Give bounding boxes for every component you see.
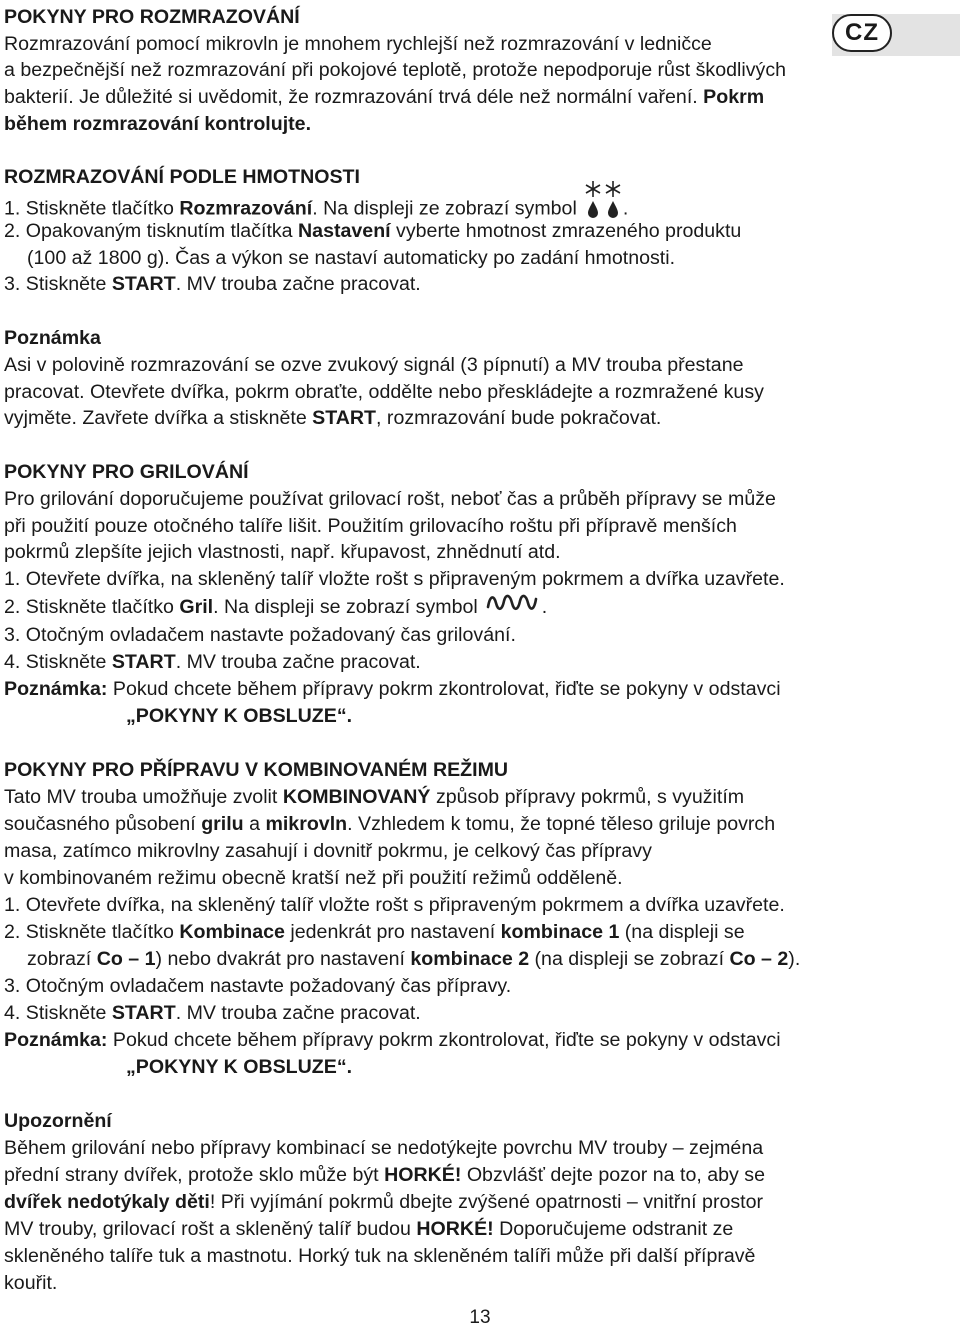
grill-step-3: 3. Otočným ovladačem nastavte požadovaný čas grilování. [4,624,516,646]
grill-step-4: 4. Stiskněte START. MV trouba začne pracovat. [4,651,421,673]
grill-step-1: 1. Otevřete dvířka, na skleněný talíř vložte rošt s připraveným pokrmem a dvířka uzavřete. [4,568,785,590]
grill-step-2: 2. Stiskněte tlačítko Gril. Na displeji se zobrazí symbol . [4,594,547,620]
defrost-text: Rozmrazování pomocí mikrovln je mnohem rychlejší než rozmrazování v ledničce [4,33,712,55]
defrost-note-title: Poznámka [4,327,101,349]
page-number: 13 [469,1307,491,1328]
grill-text: Pro grilování doporučujeme používat grilovací rošt, neboť čas a průběh přípravy se může [4,488,776,510]
warning-title: Upozornění [4,1110,112,1132]
combi-note-ref: „POKYNY K OBSLUZE“. [126,1056,353,1078]
warning-text: Během grilování nebo přípravy kombinací se nedotýkejte povrchu MV trouby – zejména [4,1137,764,1159]
combi-text: Tato MV trouba umožňuje zvolit KOMBINOVANÝ způsob přípravy pokrmů, s využitím [4,786,745,808]
combi-note: Poznámka: Pokud chcete během přípravy pokrm zkontrolovat, řiďte se pokyny v odstavci [4,1029,781,1051]
warning-text: MV trouby, grilovací rošt a skleněný talíř budou HORKÉ! Doporučujeme odstranit ze [4,1218,734,1240]
defrost-step-3: 3. Stiskněte START. MV trouba začne pracovat. [4,273,421,295]
grill-title: POKYNY PRO GRILOVÁNÍ [4,461,249,483]
warning-text: kouřit. [4,1272,58,1294]
combi-step-2: 2. Stiskněte tlačítko Kombinace jedenkrát pro nastavení kombinace 1 (na displeji se [4,921,745,943]
grill-text: pokrmů zlepšíte jejich vlastnosti, např. křupavost, zhnědnutí atd. [4,541,561,563]
defrost-note-text: Asi v polovině rozmrazování se ozve zvukový signál (3 pípnutí) a MV trouba přestane [4,354,744,376]
defrost-step-2: 2. Opakovaným tisknutím tlačítka Nastavení vyberte hmotnost zmrazeného produktu [4,220,742,242]
defrost-step-2-cont: (100 až 1800 g). Čas a výkon se nastaví automaticky po zadání hmotnosti. [27,247,676,269]
warning-text: přední strany dvířek, protože sklo může být HORKÉ! Obzvlášť dejte pozor na to, aby se [4,1164,765,1186]
grill-note: Poznámka: Pokud chcete během přípravy pokrm zkontrolovat, řiďte se pokyny v odstavci [4,678,781,700]
warning-text: dvířek nedotýkaly děti! Při vyjímání pokrmů dbejte zvýšené opatrnosti – vnitřní prostor [4,1191,764,1213]
grill-note-ref: „POKYNY K OBSLUZE“. [126,705,353,727]
combi-step-3: 3. Otočným ovladačem nastavte požadovaný čas přípravy. [4,975,512,997]
defrost-note-text: pracovat. Otevřete dvířka, pokrm obraťte, oddělte nebo přeskládejte a rozmražené kusy [4,381,764,403]
defrost-title: POKYNY PRO ROZMRAZOVÁNÍ [4,6,300,28]
grill-text: při použití pouze otočného talíře lišit. Použitím grilovacího roštu při přípravě menších [4,515,737,537]
combi-text: současného působení grilu a mikrovln. Vzhledem k tomu, že topné těleso griluje povrch [4,813,776,835]
combi-text: masa, zatímco mikrovlny zasahují i dovnitř pokrmu, je celkový čas přípravy [4,840,652,862]
defrost-text: bakterií. Je důležité si uvědomit, že rozmrazování trvá déle než normální vaření. Pokrm [4,86,765,108]
defrost-text: a bezpečnější než rozmrazování při pokojové teplotě, protože nepodporuje růst škodlivých [4,59,787,81]
defrost-note-text: vyjměte. Zavřete dvířka a stiskněte START, rozmrazování bude pokračovat. [4,407,662,429]
defrost-step-1: 1. Stiskněte tlačítko Rozmrazování. Na displeji ze zobrazí symbol . [4,191,628,228]
defrost-text: během rozmrazování kontrolujte. [4,113,312,135]
combi-step-2-cont: zobrazí Co – 1) nebo dvakrát pro nastavení kombinace 2 (na displeji se zobrazí Co – 2). [27,948,801,970]
language-badge: CZ [832,14,892,52]
combi-step-1: 1. Otevřete dvířka, na skleněný talíř vložte rošt s připraveným pokrmem a dvířka uzavřete. [4,894,785,916]
combi-title: POKYNY PRO PŘÍPRAVU V KOMBINOVANÉM REŽIMU [4,759,509,781]
combi-step-4: 4. Stiskněte START. MV trouba začne pracovat. [4,1002,421,1024]
defrost-weight-title: ROZMRAZOVÁNÍ PODLE HMOTNOSTI [4,166,360,188]
warning-text: skleněného talíře tuk a mastnotu. Horký tuk na skleněném talíři může při další přípravě [4,1245,756,1267]
combi-text: v kombinovaném režimu obecně kratší než při použití režimů odděleně. [4,867,623,889]
grill-wave-icon [486,591,542,620]
